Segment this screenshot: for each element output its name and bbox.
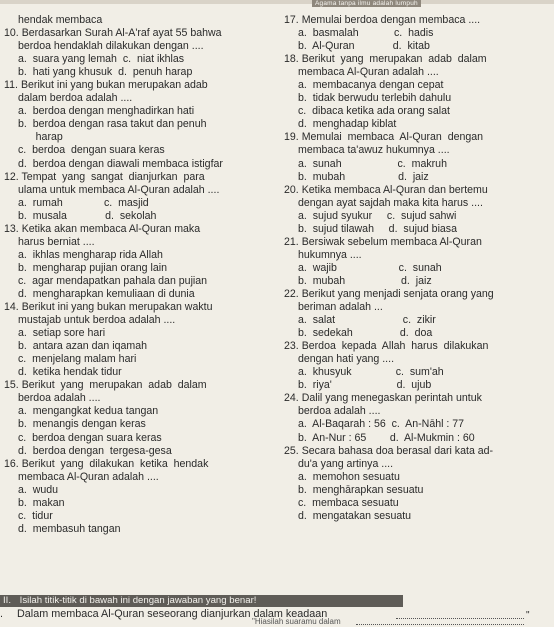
answer-option-line (284, 144, 554, 157)
answer-option-line (4, 118, 272, 131)
option-text: a. sujud syukur c. sujud sahwi (298, 209, 457, 222)
question-line (284, 392, 554, 405)
answer-option-line (4, 288, 272, 301)
question-line (4, 171, 272, 184)
option-text: berdoa adalah .... (298, 405, 381, 418)
answer-option-line (284, 314, 554, 327)
question-number: 10. (4, 27, 19, 40)
option-text: c. berdoa dengan suara keras (18, 431, 162, 444)
answer-option-line (4, 340, 272, 353)
answer-option-line (4, 314, 272, 327)
answer-option-line (4, 523, 272, 536)
option-text: beriman adalah ... (298, 301, 383, 314)
option-text: d. mengatakan sesuatu (298, 509, 412, 522)
answer-option-line (4, 53, 272, 66)
question-text: Berikut yang dilakukan ketika hendak (21, 457, 209, 470)
question-text: Berikut yang menjadi senjata orang yang (301, 287, 494, 300)
answer-option-line (4, 236, 272, 249)
option-text: a. ikhlas mengharap rida Allah (18, 248, 163, 261)
question-text: Berdoa kepada Allah harus dilakukan (301, 340, 489, 353)
option-text: c. tidur (18, 509, 53, 522)
question-line (4, 379, 272, 392)
option-text: b. makan (18, 496, 65, 509)
option-text: dengan ayat sajdah maka kita harus .... (298, 196, 483, 209)
answer-option-line (4, 131, 272, 144)
answer-option-line (4, 366, 272, 379)
answer-option-line (284, 366, 554, 379)
answer-option-line (284, 379, 554, 392)
answer-option-line (284, 197, 554, 210)
option-text: a. khusyuk c. sum'ah (298, 366, 444, 379)
option-text: a. berdoa dengan menghadirkan hati (18, 105, 195, 118)
option-text: c. berdoa dengan suara keras (18, 144, 165, 157)
question-text: Tempat yang sangat dianjurkan para (21, 170, 205, 183)
answer-option-line (284, 432, 554, 445)
essay-text: Dalam membaca Al-Quran seseorang dianjurkan dalam keadaan (17, 608, 328, 620)
option-text: a. membacanya dengan cepat (298, 79, 444, 92)
section-instruction: Isilah titik-titik di bawah ini dengan jawaban yang benar! (19, 595, 257, 606)
question-line (4, 458, 272, 471)
question-text: Berdasarkan Surah Al-A'raf ayat 55 bahwa (21, 27, 222, 40)
option-text: a. Al-Baqarah : 56 c. An-Nāhl : 77 (298, 418, 465, 431)
question-text: Bersiwak sebelum membaca Al-Quran (301, 235, 482, 248)
option-text: c. menjelang malam hari (18, 353, 137, 366)
answer-option-line (284, 118, 554, 131)
question-line (4, 79, 272, 92)
essay-tail: " (526, 610, 530, 621)
essay-marker: . (0, 608, 3, 620)
answer-option-line (4, 405, 272, 418)
option-text: harus berniat .... (18, 235, 95, 248)
option-text: c. membaca sesuatu (298, 496, 399, 509)
question-number: 14. (4, 301, 19, 314)
answer-option-line (4, 510, 272, 523)
answer-option-line (284, 158, 554, 171)
option-text: a. sunah c. makruh (298, 157, 447, 170)
option-text: b. riya' d. ujub (298, 379, 432, 392)
question-text: Memulai berdoa dengan membaca .... (301, 14, 481, 26)
option-text: dengan hati yang .... (298, 353, 395, 366)
option-text: a. basmalah c. hadis (298, 27, 434, 40)
option-text: b. mengharap pujian orang lain (18, 261, 168, 274)
option-text: berdoa adalah .... (18, 392, 101, 405)
option-text: b. berdoa dengan rasa takut dan penuh (18, 118, 207, 131)
answer-option-line (4, 40, 272, 53)
answer-option-line (284, 223, 554, 236)
option-text: harap (18, 131, 63, 144)
option-text: a. wajib c. sunah (298, 261, 442, 274)
option-text: hendak membaca (18, 14, 103, 26)
answer-option-line (284, 210, 554, 223)
answer-option-line (4, 66, 272, 79)
answer-option-line (4, 484, 272, 497)
question-line (284, 236, 554, 249)
option-text: b. tidak berwudu terlebih dahulu (298, 92, 452, 105)
option-text: hukumnya .... (298, 248, 362, 261)
answer-option-line (284, 497, 554, 510)
answer-option-line (4, 392, 272, 405)
answer-option-line (284, 327, 554, 340)
quote-blank-line[interactable] (356, 624, 524, 625)
question-line (284, 184, 554, 197)
answer-option-line (284, 275, 554, 288)
option-text: a. memohon sesuatu (298, 470, 400, 483)
answer-option-line (4, 105, 272, 118)
answer-option-line (4, 197, 272, 210)
question-number: 23. (284, 340, 299, 353)
option-text: d. berdoa dengan tergesa-gesa (18, 444, 172, 457)
option-text: mustajab untuk berdoa adalah .... (18, 314, 176, 327)
answer-option-line (4, 471, 272, 484)
option-text: a. setiap sore hari (18, 327, 106, 340)
answer-option-line (4, 327, 272, 340)
question-text: Berikut yang merupakan adab dalam (21, 379, 207, 392)
option-text: d. menghadap kiblat (298, 118, 397, 131)
option-text: b. mubah d. jaiz (298, 170, 429, 183)
answer-option-line (4, 184, 272, 197)
answer-option-line (4, 275, 272, 288)
option-text: b. An-Nur : 65 d. Al-Mukmin : 60 (298, 431, 475, 444)
option-text: b. mubah d. jaiz (298, 274, 432, 287)
question-number: 20. (284, 183, 299, 196)
answer-option-line (284, 510, 554, 523)
left-column (4, 14, 272, 536)
option-text: a. rumah c. masjid (18, 196, 149, 209)
answer-option-line (284, 249, 554, 262)
answer-option-line (284, 27, 554, 40)
option-text: d. berdoa dengan diawali membaca istigfar (18, 157, 223, 170)
answer-option-line (4, 249, 272, 262)
question-text: Dalil yang menegaskan perintah untuk (301, 392, 482, 405)
question-number: 16. (4, 457, 19, 470)
question-line (284, 445, 554, 458)
answer-option-line (4, 92, 272, 105)
answer-option-line (284, 66, 554, 79)
question-line (284, 288, 554, 301)
question-text: Berikut ini yang bukan merupakan waktu (21, 301, 213, 314)
question-number: 22. (284, 287, 299, 300)
answer-option-line (284, 405, 554, 418)
answer-option-line (284, 40, 554, 53)
option-text: d. mengharapkan kemuliaan di dunia (18, 287, 195, 300)
option-text: b. menangis dengan keras (18, 418, 146, 431)
answer-option-line (4, 418, 272, 431)
option-text: membaca Al-Quran adalah .... (18, 470, 159, 483)
option-text: c. dibaca ketika ada orang salat (298, 105, 450, 118)
question-line (4, 223, 272, 236)
question-number: 17. (284, 14, 299, 26)
question-number: 18. (284, 53, 299, 66)
question-number: 11. (4, 79, 18, 92)
answer-option-line (4, 14, 272, 27)
option-text: a. wudu (18, 483, 59, 496)
answer-option-line (4, 445, 272, 458)
option-text: membaca Al-Quran adalah .... (298, 66, 439, 79)
answer-option-line (4, 210, 272, 223)
option-text: berdoa hendaklah dilakukan dengan .... (18, 40, 204, 53)
option-text: b. Al-Quran d. kitab (298, 40, 430, 53)
answer-option-line (284, 484, 554, 497)
question-text: Berikut yang merupakan adab dalam (301, 53, 487, 66)
question-line (4, 301, 272, 314)
option-text: dalam berdoa adalah .... (18, 92, 133, 105)
question-number: 25. (284, 444, 299, 457)
answer-option-line (4, 497, 272, 510)
right-column (284, 14, 554, 523)
page-banner: Agama tanpa ilmu adalah lumpuh (312, 0, 421, 7)
section-header-bar (0, 595, 403, 607)
quote-line (0, 619, 554, 627)
option-text: b. menghārapkan sesuatu (298, 483, 424, 496)
question-text: Ketika membaca Al-Quran dan bertemu (301, 183, 488, 196)
answer-option-line (284, 171, 554, 184)
question-number: 19. (284, 131, 299, 144)
question-line (284, 14, 554, 27)
option-text: c. agar mendapatkan pahala dan pujian (18, 274, 208, 287)
answer-option-line (284, 105, 554, 118)
option-text: ulama untuk membaca Al-Quran adalah .... (18, 183, 220, 196)
option-text: d. ketika hendak tidur (18, 366, 122, 379)
question-number: 13. (4, 222, 19, 235)
answer-option-line (284, 79, 554, 92)
question-text: Memulai membaca Al-Quran dengan (301, 131, 484, 144)
question-line (284, 131, 554, 144)
option-text: a. mengangkat kedua tangan (18, 405, 159, 418)
answer-option-line (284, 471, 554, 484)
option-text: membaca ta'awuz hukumnya .... (298, 144, 450, 157)
option-text: b. musala d. sekolah (18, 209, 157, 222)
question-text: Berikut ini yang bukan merupakan adab (20, 79, 208, 92)
question-line (4, 27, 272, 40)
option-text: du'a yang artinya .... (298, 457, 394, 470)
option-text: d. membasuh tangan (18, 522, 121, 535)
answer-option-line (4, 158, 272, 171)
quote-text: "Hiasilah suaramu dalam (252, 617, 341, 626)
option-text: a. salat c. zikir (298, 314, 436, 327)
question-number: 21. (284, 235, 299, 248)
answer-option-line (284, 353, 554, 366)
section-number: II. (3, 595, 11, 606)
question-number: 24. (284, 392, 299, 405)
top-strip (0, 0, 554, 4)
option-text: b. sujud tilawah d. sujud biasa (298, 222, 457, 235)
answer-option-line (284, 458, 554, 471)
question-line (284, 340, 554, 353)
answer-option-line (4, 144, 272, 157)
answer-option-line (284, 418, 554, 431)
answer-option-line (4, 262, 272, 275)
option-text: b. hati yang khusuk d. penuh harap (18, 66, 193, 79)
answer-option-line (284, 92, 554, 105)
question-text: Secara bahasa doa berasal dari kata ad- (301, 444, 494, 457)
question-number: 15. (4, 379, 19, 392)
answer-option-line (284, 301, 554, 314)
option-text: b. sedekah d. doa (298, 327, 433, 340)
question-line (284, 53, 554, 66)
question-number: 12. (4, 170, 19, 183)
option-text: a. suara yang lemah c. niat ikhlas (18, 53, 185, 66)
answer-option-line (284, 262, 554, 275)
answer-option-line (4, 353, 272, 366)
answer-option-line (4, 432, 272, 445)
option-text: b. antara azan dan iqamah (18, 340, 147, 353)
question-text: Ketika akan membaca Al-Quran maka (21, 222, 201, 235)
